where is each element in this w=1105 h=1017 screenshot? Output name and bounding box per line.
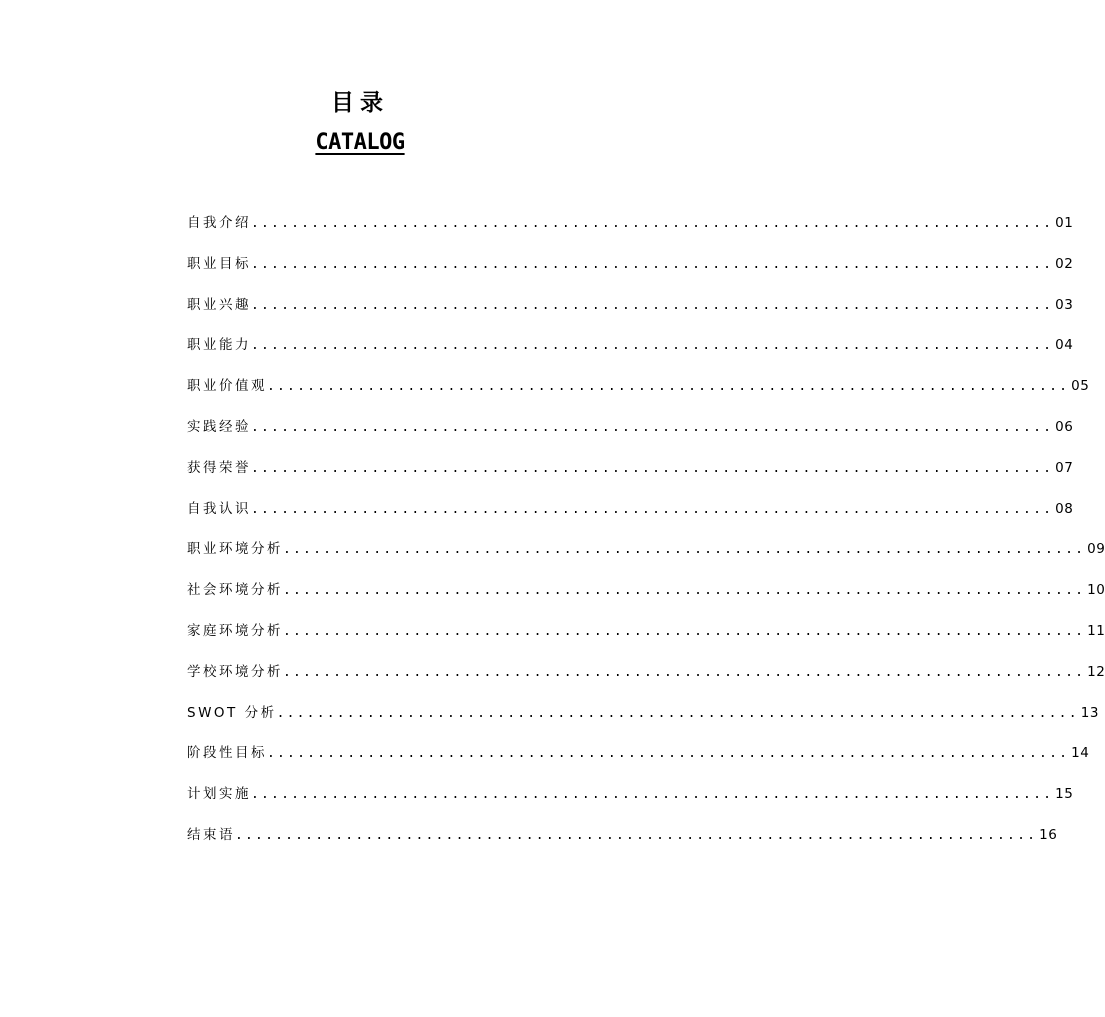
toc-entry[interactable] [187, 212, 1074, 253]
toc-entry[interactable] [187, 620, 1105, 661]
toc-entry[interactable] [187, 702, 1099, 743]
toc-entry[interactable] [187, 294, 1074, 335]
toc-entry[interactable] [187, 334, 1074, 375]
toc-entry-label: 自我认识 [187, 500, 251, 517]
toc-leader-dots: ................................................................................ [251, 460, 1054, 476]
toc-entry-label: 职业目标 [187, 255, 251, 272]
toc-leader-dots: ................................................................................ [251, 501, 1054, 517]
toc-leader-dots: ................................................................................ [283, 623, 1086, 639]
toc-page-number: 13 [1080, 704, 1099, 721]
toc-entry-label: 学校环境分析 [187, 663, 283, 680]
toc-page-number: 10 [1087, 582, 1105, 599]
toc-entry-label: 职业环境分析 [187, 541, 283, 558]
toc-page-number: 16 [1039, 826, 1058, 843]
toc-page-number: 15 [1055, 786, 1074, 803]
toc-leader-dots: ................................................................................ [283, 542, 1086, 558]
toc-leader-dots: ................................................................................ [251, 419, 1054, 435]
toc-leader-dots: ................................................................................ [251, 787, 1054, 803]
toc-leader-dots: ................................................................................ [283, 664, 1086, 680]
toc-leader-dots: ................................................................................ [283, 583, 1086, 599]
toc-entry-label: 结束语 [187, 826, 235, 843]
toc-page-number: 06 [1055, 418, 1074, 435]
toc-entry[interactable] [187, 498, 1074, 539]
toc-page-number: 03 [1055, 296, 1074, 313]
toc-entry[interactable] [187, 824, 1058, 865]
toc-page-number: 12 [1087, 663, 1105, 680]
toc-entry-label: 计划实施 [187, 786, 251, 803]
toc-entry-label: 职业能力 [187, 337, 251, 354]
toc-page-number: 04 [1055, 337, 1074, 354]
toc-entry-label: 自我介绍 [187, 215, 251, 231]
toc-page-number: 08 [1055, 500, 1074, 517]
toc-entry[interactable] [187, 457, 1074, 498]
toc-entry[interactable] [187, 538, 1105, 579]
toc-entry-label: 职业价值观 [187, 378, 267, 395]
toc-leader-dots: ................................................................................ [235, 827, 1038, 843]
toc-entry[interactable] [187, 375, 1090, 416]
toc-page-number: 09 [1087, 541, 1105, 558]
toc-entry[interactable] [187, 742, 1090, 783]
toc-page-number: 01 [1055, 215, 1074, 231]
page-subtitle-text: CATALOG [315, 130, 405, 155]
toc-entry[interactable] [187, 783, 1074, 824]
toc-leader-dots: ................................................................................ [251, 256, 1054, 272]
table-of-contents [187, 212, 1105, 865]
toc-entry-label: 获得荣誉 [187, 459, 251, 476]
toc-page-number: 02 [1055, 255, 1074, 272]
toc-entry[interactable] [187, 253, 1074, 294]
toc-entry-label: 社会环境分析 [187, 582, 283, 599]
toc-entry[interactable] [187, 579, 1105, 620]
toc-entry-label: 实践经验 [187, 418, 251, 435]
toc-page-number: 07 [1055, 459, 1074, 476]
toc-page-number: 14 [1071, 745, 1090, 762]
page-title: 目录 [331, 90, 389, 116]
toc-leader-dots: ................................................................................ [276, 705, 1079, 721]
toc-entry[interactable] [187, 416, 1074, 457]
toc-page-number: 11 [1087, 622, 1105, 639]
toc-entry-label: 家庭环境分析 [187, 622, 283, 639]
toc-page-number: 05 [1071, 378, 1090, 395]
toc-leader-dots: ................................................................................ [267, 379, 1070, 395]
toc-entry[interactable] [187, 661, 1105, 702]
toc-leader-dots: ................................................................................ [251, 338, 1054, 354]
toc-entry-label: 阶段性目标 [187, 745, 267, 762]
toc-entry-label: SWOT 分析 [187, 704, 277, 721]
toc-leader-dots: ................................................................................ [251, 297, 1054, 313]
toc-entry-label: 职业兴趣 [187, 296, 251, 313]
toc-leader-dots: ................................................................................ [251, 216, 1054, 231]
toc-leader-dots: ................................................................................ [267, 746, 1070, 762]
page-subtitle [0, 126, 720, 161]
